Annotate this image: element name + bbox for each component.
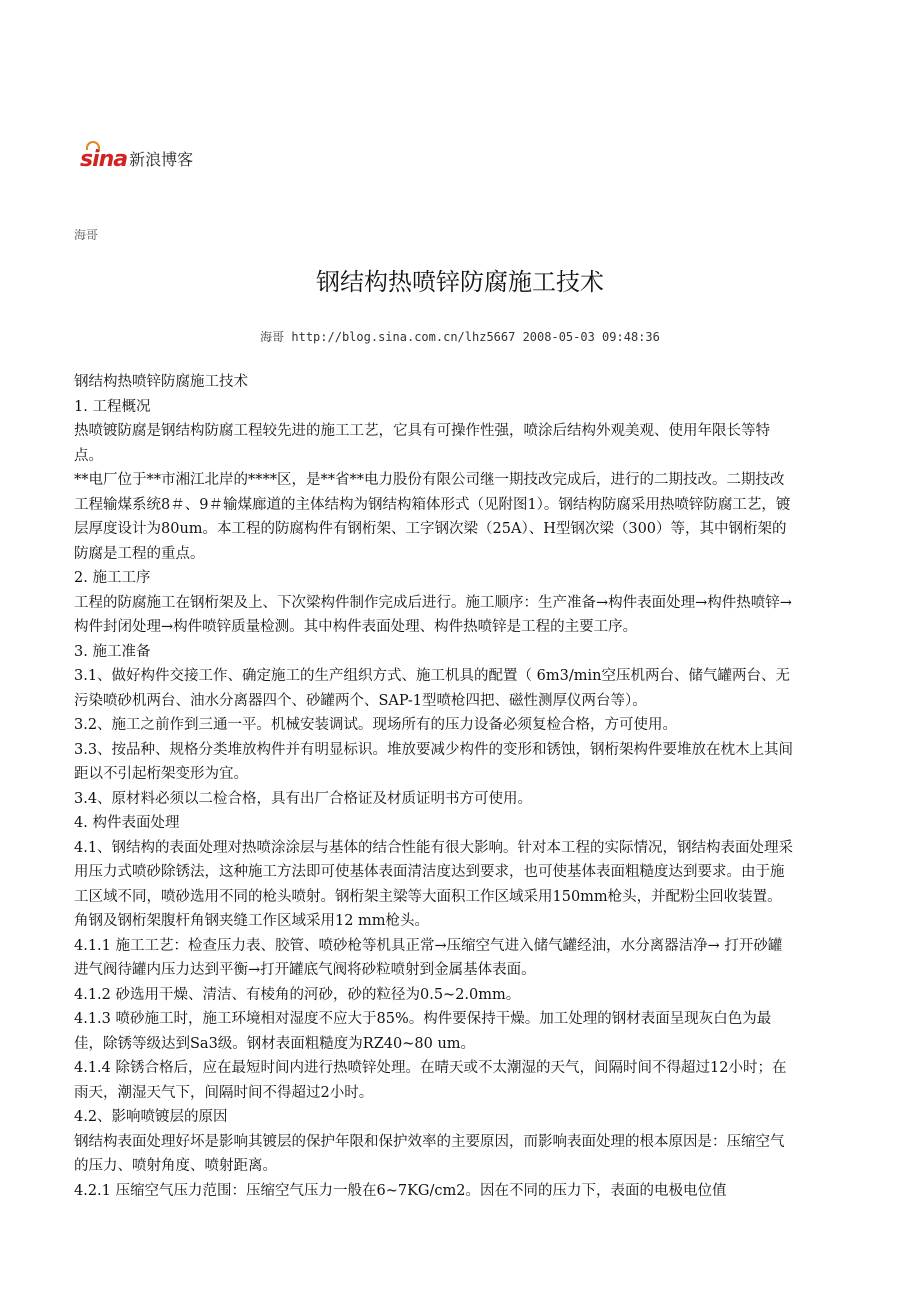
paragraph: 4.2、影响喷镀层的原因 [74,1109,228,1125]
paragraph: 3.2、施工之前作到三通一平。机械安装调试。现场所有的压力设备必须复检合格，方可使用。 [74,717,678,733]
logo-text: 新浪博客 [129,150,194,169]
paragraph: 4.1、钢结构的表面处理对热喷涂涂层与基体的结合性能有很大影响。针对本工程的实际情况，钢结构表面处理采用压力式喷砂除锈法，这种施工方法即可使基体表面清洁度达到要求，也可使基体表面粗糙度达到要求。由于施工区域不同，喷砂选用不同的枪头喷射。钢桁架主梁等大面积工作区域采用150mm枪头，并配粉尘回收装置。角钢及钢桁架腹杆角钢夹缝工作区域采用12 mm枪头。 [74,839,794,929]
paragraph: 3.4、原材料必须以二检合格，具有出厂合格证及材质证明书方可使用。 [74,790,533,807]
paragraph: 钢结构表面处理好坏是影响其镀层的保护年限和保护效率的主要原因，而影响表面处理的根本原因是：压缩空气的压力、喷射角度、喷射距离。 [74,1133,785,1174]
paragraph: 4.1.2 砂选用干燥、清洁、有棱角的河砂，砂的粒径为0.5~2.0mm。 [74,986,521,1003]
paragraph: 热喷镀防腐是钢结构防腐工程较先进的施工工艺，它具有可操作性强，喷涂后结构外观美观、使用年限长等特点。 [74,423,770,464]
paragraph: 4.1.3 喷砂施工时，施工环境相对湿度不应大于85%。构件要保持干燥。加工处理的钢材表面呈现灰白色为最佳，除锈等级达到Sa3级。钢材表面粗糙度为RZ40~80 um。 [74,1011,772,1052]
sina-blog-logo[interactable] [80,140,193,172]
article-subtitle: 钢结构热喷锌防腐施工技术 [74,374,248,390]
paragraph: 3.1、做好构件交接工作、确定施工的生产组织方式、施工机具的配置（ 6m3/min空压机两台、储气罐两台、无污染喷砂机两台、油水分离器四个、砂罐两个、SAP-1型喷枪四把、磁性测厚仪两台等）。 [74,668,790,709]
page-title: 钢结构热喷锌防腐施工技术 [316,268,604,296]
paragraph: **电厂位于**市湘江北岸的****区，是**省**电力股份有限公司继一期技改完成后，进行的二期技改。二期技改工程输煤系统8＃、9＃输煤廊道的主体结构为钢结构箱体形式（见附图1）。钢结构防腐采用热喷锌防腐工艺，镀层厚度设计为80um。本工程的防腐构件有钢桁架、工字钢次梁（25A）、H型钢次梁（300）等，其中钢桁架的防腐是工程的重点。 [74,472,791,562]
paragraph: 1. 工程概况 [74,398,151,415]
paragraph: 2. 施工工序 [74,570,151,586]
post-meta: 海哥 http://blog.sina.com.cn/lhz5667 2008-05-03 09:48:36 [260,330,660,344]
paragraph: 工程的防腐施工在钢桁架及上、下次梁构件制作完成后进行。施工顺序：生产准备→构件表面处理→构件热喷锌→构件封闭处理→构件喷锌质量检测。其中构件表面处理、构件热喷锌是工程的主要工序。 [74,594,792,635]
article-body [74,370,794,1203]
sina-logo-mark [80,147,127,172]
logo-brand-text: sina [80,147,128,172]
paragraph: 4.2.1 压缩空气压力范围：压缩空气压力一般在6~7KG/cm2。因在不同的压力下，表面的电极电位值 [74,1182,727,1199]
author-tag: 海哥 [74,228,99,242]
paragraph: 4.1.4 除锈合格后，应在最短时间内进行热喷锌处理。在晴天或不太潮湿的天气，间隔时间不得超过12小时；在雨天，潮湿天气下，间隔时间不得超过2小时。 [74,1060,787,1101]
paragraph: 3. 施工准备 [74,643,151,660]
paragraph: 3.3、按品种、规格分类堆放构件并有明显标识。堆放要减少构件的变形和锈蚀，钢桁架构件要堆放在枕木上其间距以不引起桁架变形为宜。 [74,741,794,782]
paragraph: 4.1.1 施工工艺：检查压力表、胶管、喷砂枪等机具正常→压缩空气进入储气罐经油，水分离器洁净→ 打开砂罐进气阀待罐内压力达到平衡→打开罐底气阀将砂粒喷射到金属基体表面。 [74,937,783,978]
paragraph: 4. 构件表面处理 [74,815,180,831]
sina-eye-icon [86,141,100,150]
